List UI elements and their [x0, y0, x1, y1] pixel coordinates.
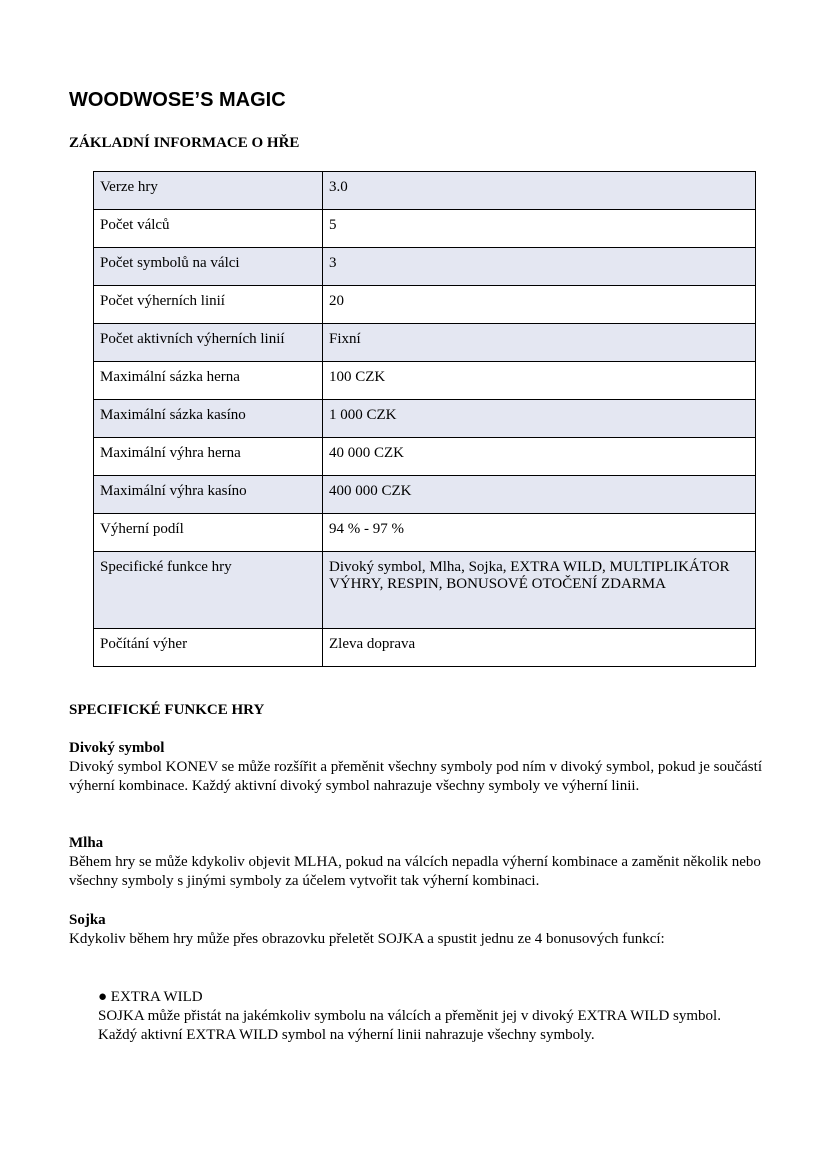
- bullet-title: ● EXTRA WILD: [98, 989, 203, 1005]
- feature-jay: [69, 911, 709, 949]
- row-label: Počet aktivních výherních linií: [94, 324, 323, 362]
- row-label: Maximální sázka herna: [94, 362, 323, 400]
- row-label: Počet symbolů na válci: [94, 248, 323, 286]
- row-label: Výherní podíl: [94, 514, 323, 552]
- row-value: Divoký symbol, Mlha, Sojka, EXTRA WILD, MULTIPLIKÁTOR VÝHRY, RESPIN, BONUSOVÉ OTOČENÍ ZDARMA: [323, 552, 756, 629]
- row-value: Zleva doprava: [323, 629, 756, 667]
- row-label: Počet válců: [94, 210, 323, 248]
- bullet-text: SOJKA může přistát na jakémkoliv symbolu na válcích a přeměnit jej v divoký EXTRA WILD symbol. Každý aktivní EXTRA WILD symbol na výherní linii nahrazuje všechny symboly.: [98, 1008, 721, 1043]
- row-value: Fixní: [323, 324, 756, 362]
- table-row: [94, 438, 756, 476]
- table-row: [94, 210, 756, 248]
- basic-info-table: [93, 171, 756, 667]
- table-row: [94, 400, 756, 438]
- table-row: [94, 514, 756, 552]
- table-row: [94, 172, 756, 210]
- table-row: [94, 476, 756, 514]
- table-row: [94, 286, 756, 324]
- row-value: 1 000 CZK: [323, 400, 756, 438]
- feature-text: Kdykoliv během hry může přes obrazovku přeletět SOJKA a spustit jednu ze 4 bonusových funkcí:: [69, 931, 665, 947]
- row-value: 100 CZK: [323, 362, 756, 400]
- features-heading: SPECIFICKÉ FUNKCE HRY: [69, 702, 265, 718]
- row-value: 5: [323, 210, 756, 248]
- feature-title: Sojka: [69, 912, 106, 928]
- row-value: 20: [323, 286, 756, 324]
- table-row: [94, 362, 756, 400]
- feature-text: Během hry se může kdykoliv objevit MLHA, pokud na válcích nepadla výherní kombinace a zaměnit několik nebo všechny symboly s jinými symboly za účelem vytvořit tak výherní kombinaci.: [69, 854, 761, 889]
- feature-fog: [69, 834, 769, 891]
- row-value: 3.0: [323, 172, 756, 210]
- row-label: Maximální sázka kasíno: [94, 400, 323, 438]
- row-label: Maximální výhra herna: [94, 438, 323, 476]
- feature-title: Mlha: [69, 835, 104, 851]
- row-label: Verze hry: [94, 172, 323, 210]
- table-row: [94, 552, 756, 629]
- row-value: 400 000 CZK: [323, 476, 756, 514]
- row-label: Počet výherních linií: [94, 286, 323, 324]
- bullet-extra-wild: [98, 988, 758, 1045]
- row-label: Maximální výhra kasíno: [94, 476, 323, 514]
- feature-text: Divoký symbol KONEV se může rozšířit a přeměnit všechny symboly pod ním v divoký symbol, pokud je součástí výherní kombinace. Každý aktivní divoký symbol nahrazuje všechny symboly ve výherní linii.: [69, 759, 762, 794]
- table-row: [94, 248, 756, 286]
- table-row: [94, 629, 756, 667]
- row-value: 40 000 CZK: [323, 438, 756, 476]
- basic-info-heading: ZÁKLADNÍ INFORMACE O HŘE: [69, 135, 300, 151]
- feature-title: Divoký symbol: [69, 740, 165, 756]
- feature-wild: [69, 739, 769, 796]
- document-title: WOODWOSE’S MAGIC: [69, 89, 286, 111]
- row-value: 94 % - 97 %: [323, 514, 756, 552]
- row-label: Specifické funkce hry: [94, 552, 323, 629]
- row-value: 3: [323, 248, 756, 286]
- table-row: [94, 324, 756, 362]
- row-label: Počítání výher: [94, 629, 323, 667]
